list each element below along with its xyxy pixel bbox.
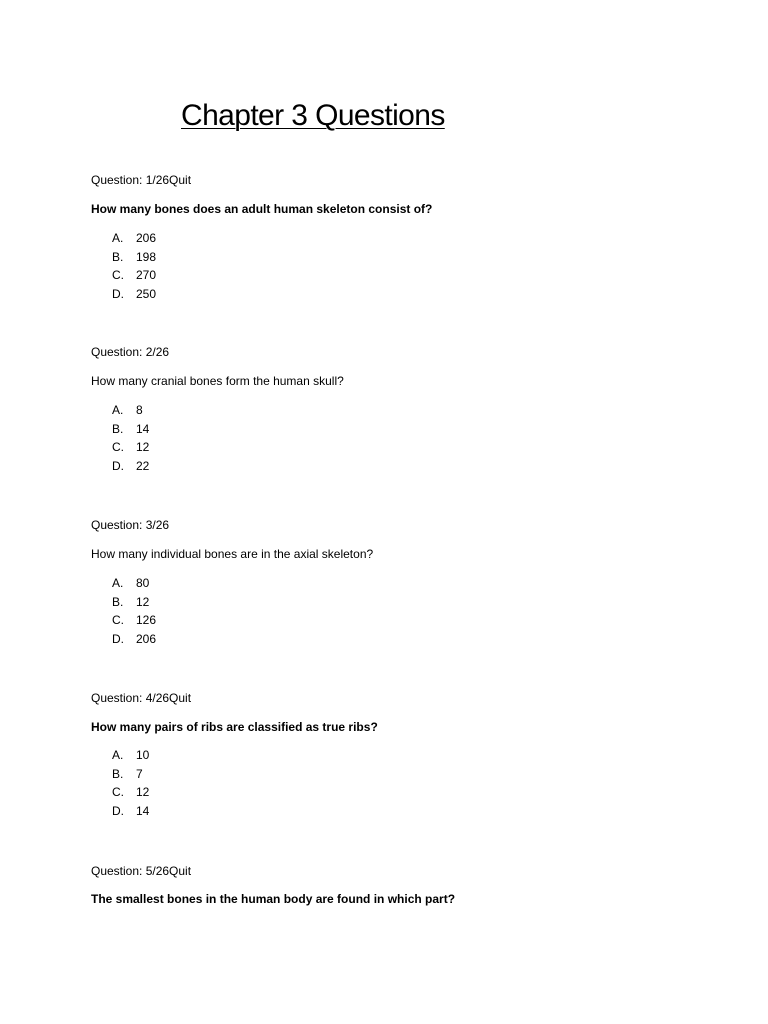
option-value: 206	[136, 231, 157, 245]
question-3-options	[112, 574, 156, 649]
option-value: 22	[136, 459, 150, 474]
option-item	[112, 420, 149, 439]
option-letter: C.	[112, 613, 124, 628]
option-item	[112, 611, 156, 630]
option-value: 80	[136, 576, 150, 590]
option-item	[112, 746, 149, 765]
option-value: 7	[136, 766, 143, 781]
option-letter: C.	[112, 268, 124, 283]
option-item	[112, 229, 156, 248]
option-item	[112, 783, 149, 802]
question-1-header: Question: 1/26Quit	[91, 173, 192, 187]
question-5-header: Question: 5/26Quit	[91, 864, 192, 878]
option-letter: D.	[112, 459, 124, 474]
question-4-header: Question: 4/26Quit	[91, 691, 192, 705]
question-4-text: How many pairs of ribs are classified as true ribs?	[91, 720, 378, 734]
option-item	[112, 593, 156, 612]
option-item	[112, 574, 156, 593]
question-5-text: The smallest bones in the human body are found in which part?	[91, 892, 456, 906]
option-value: 8	[136, 403, 143, 417]
option-item	[112, 457, 149, 476]
option-item	[112, 630, 156, 649]
question-1-options	[112, 229, 156, 304]
page-title: Chapter 3 Questions	[181, 99, 445, 132]
option-item	[112, 248, 156, 267]
option-item	[112, 765, 149, 784]
option-letter: A.	[112, 576, 124, 590]
option-letter: D.	[112, 632, 124, 647]
option-value: 198	[136, 249, 157, 264]
option-letter: A.	[112, 748, 124, 762]
option-item	[112, 438, 149, 457]
question-1-text: How many bones does an adult human skeleton consist of?	[91, 202, 433, 216]
question-3-header: Question: 3/26	[91, 518, 170, 532]
option-value: 12	[136, 440, 150, 455]
question-2-text: How many cranial bones form the human skull?	[91, 374, 344, 388]
option-letter: B.	[112, 594, 124, 609]
option-letter: D.	[112, 287, 124, 302]
option-letter: A.	[112, 231, 124, 245]
option-letter: C.	[112, 440, 124, 455]
option-value: 12	[136, 594, 150, 609]
option-letter: B.	[112, 421, 124, 436]
option-value: 126	[136, 613, 157, 628]
option-letter: D.	[112, 804, 124, 819]
option-item	[112, 285, 156, 304]
option-value: 206	[136, 632, 157, 647]
option-value: 250	[136, 287, 157, 302]
question-4-options	[112, 746, 149, 821]
option-value: 10	[136, 748, 150, 762]
option-value: 270	[136, 268, 157, 283]
option-letter: A.	[112, 403, 124, 417]
option-item	[112, 266, 156, 285]
option-value: 14	[136, 421, 150, 436]
question-2-header: Question: 2/26	[91, 345, 170, 359]
option-letter: B.	[112, 249, 124, 264]
option-letter: B.	[112, 766, 124, 781]
question-3-text: How many individual bones are in the axial skeleton?	[91, 547, 374, 561]
option-value: 14	[136, 804, 150, 819]
option-letter: C.	[112, 785, 124, 800]
option-item	[112, 802, 149, 821]
question-2-options	[112, 401, 149, 476]
option-value: 12	[136, 785, 150, 800]
option-item	[112, 401, 149, 420]
